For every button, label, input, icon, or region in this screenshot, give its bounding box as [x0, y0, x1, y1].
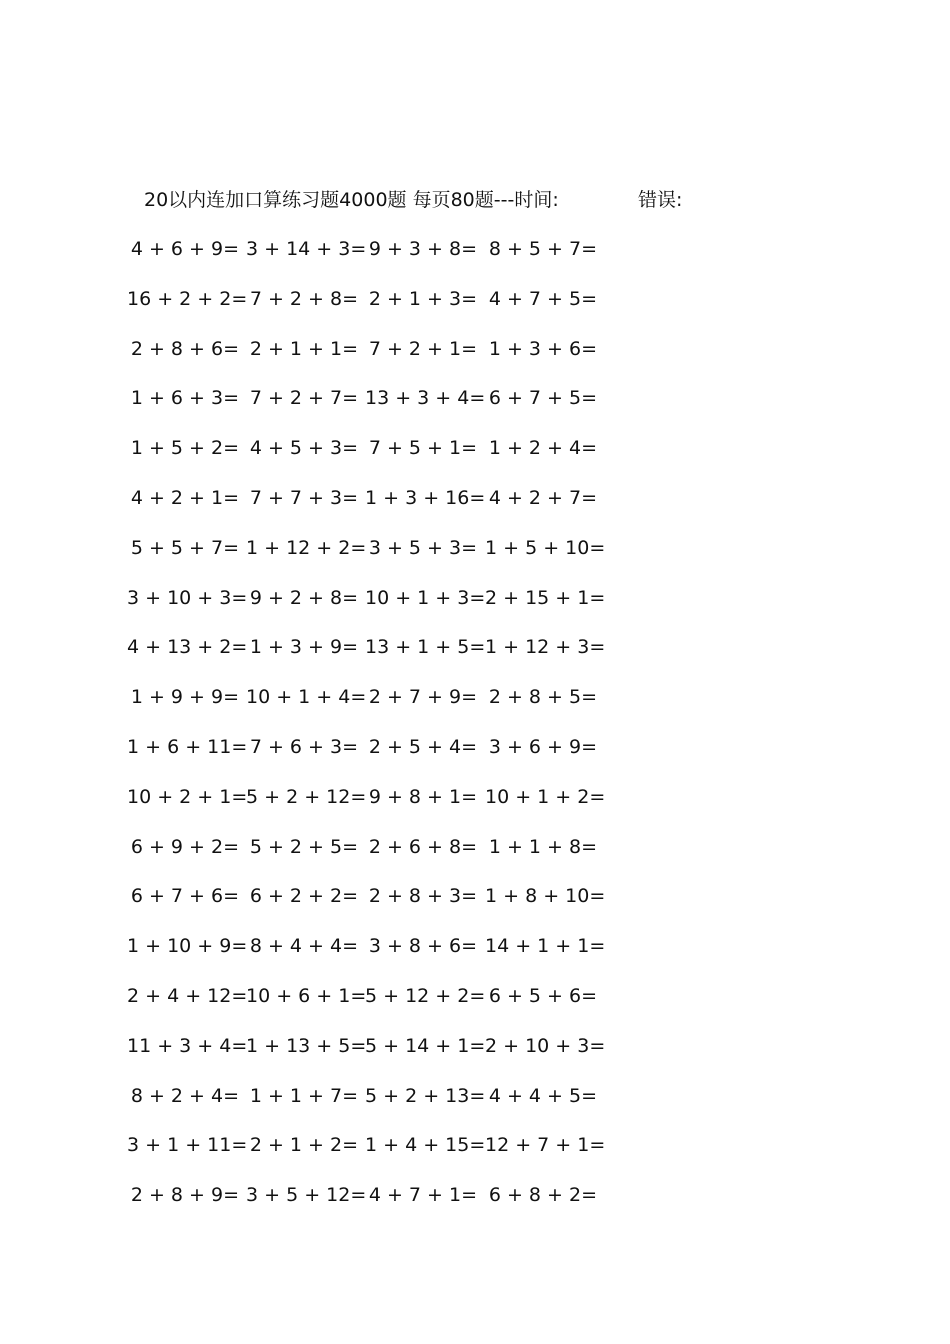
problem-item: 10 + 1 + 2=: [485, 785, 606, 808]
worksheet-title: 20以内连加口算练习题4000题 每页80题---时间:: [144, 189, 559, 211]
problem-row: [127, 634, 644, 684]
problem-item: 7 + 6 + 3=: [249, 735, 358, 758]
problem-item: 2 + 15 + 1=: [485, 586, 606, 609]
problem-item: 1 + 8 + 10=: [485, 885, 606, 908]
problem-item: 6 + 9 + 2=: [130, 835, 239, 858]
problem-item: 10 + 1 + 4=: [246, 686, 367, 709]
problem-item: 1 + 5 + 10=: [485, 536, 606, 559]
problem-item: 5 + 2 + 12=: [246, 785, 367, 808]
problem-item: 9 + 8 + 1=: [368, 785, 477, 808]
problem-item: 9 + 3 + 8=: [368, 238, 477, 260]
problem-grid: [127, 236, 644, 1232]
problem-item: 8 + 5 + 7=: [488, 238, 597, 260]
problem-item: 6 + 2 + 2=: [249, 885, 358, 908]
problem-item: 4 + 13 + 2=: [127, 636, 248, 659]
problem-item: 5 + 2 + 13=: [365, 1084, 486, 1107]
problem-item: 12 + 7 + 1=: [485, 1134, 606, 1157]
problem-item: 2 + 1 + 2=: [249, 1134, 358, 1157]
problem-item: 1 + 12 + 2=: [246, 536, 367, 559]
problem-row: [127, 585, 644, 635]
problem-row: [127, 734, 644, 784]
problem-item: 1 + 13 + 5=: [246, 1034, 367, 1057]
problem-item: 10 + 2 + 1=: [127, 785, 248, 808]
problem-item: 3 + 8 + 6=: [368, 935, 477, 958]
problem-item: 4 + 7 + 5=: [488, 287, 597, 310]
problem-item: 3 + 6 + 9=: [488, 735, 597, 758]
problem-row: [130, 883, 644, 933]
problem-row: [130, 385, 644, 435]
problem-item: 5 + 12 + 2=: [365, 984, 486, 1007]
problem-item: 1 + 3 + 6=: [488, 337, 597, 360]
problem-item: 10 + 6 + 1=: [246, 984, 367, 1007]
problem-item: 6 + 8 + 2=: [488, 1184, 597, 1207]
problem-row: [127, 286, 644, 336]
problem-item: 4 + 2 + 1=: [130, 486, 239, 509]
problem-item: 2 + 10 + 3=: [485, 1034, 606, 1057]
problem-row: [130, 236, 644, 286]
problem-item: 2 + 7 + 9=: [368, 686, 477, 709]
problem-item: 8 + 2 + 4=: [130, 1084, 239, 1107]
problem-item: 14 + 1 + 1=: [485, 935, 606, 958]
problem-item: 1 + 6 + 11=: [127, 735, 248, 758]
problem-item: 2 + 8 + 6=: [130, 337, 239, 360]
problem-row: [127, 983, 644, 1033]
problem-item: 13 + 3 + 4=: [365, 387, 486, 410]
problem-row: [130, 1083, 644, 1133]
problem-item: 3 + 5 + 3=: [368, 536, 477, 559]
problem-item: 8 + 4 + 4=: [249, 935, 358, 958]
problem-item: 2 + 6 + 8=: [368, 835, 477, 858]
problem-item: 11 + 3 + 4=: [127, 1034, 248, 1057]
problem-item: 4 + 6 + 9=: [130, 238, 239, 260]
problem-item: 2 + 5 + 4=: [368, 735, 477, 758]
problem-item: 2 + 8 + 3=: [368, 885, 477, 908]
problem-row: [127, 1132, 644, 1182]
problem-item: 3 + 5 + 12=: [246, 1184, 367, 1207]
problem-item: 9 + 2 + 8=: [249, 586, 358, 609]
problem-item: 1 + 3 + 9=: [249, 636, 358, 659]
problem-row: [130, 485, 644, 535]
problem-item: 2 + 4 + 12=: [127, 984, 248, 1007]
problem-item: 1 + 5 + 2=: [130, 437, 239, 460]
problem-item: 4 + 7 + 1=: [368, 1184, 477, 1207]
problem-item: 1 + 9 + 9=: [130, 686, 239, 709]
problem-item: 5 + 5 + 7=: [130, 536, 239, 559]
errors-label: 错误:: [638, 189, 683, 211]
problem-item: 6 + 7 + 6=: [130, 885, 239, 908]
problem-row: [130, 336, 644, 386]
problem-row: [130, 684, 644, 734]
problem-item: 3 + 10 + 3=: [127, 586, 248, 609]
problem-item: 2 + 1 + 3=: [368, 287, 477, 310]
problem-item: 1 + 1 + 8=: [488, 835, 597, 858]
problem-item: 3 + 1 + 11=: [127, 1134, 248, 1157]
problem-item: 4 + 2 + 7=: [488, 486, 597, 509]
problem-item: 1 + 1 + 7=: [249, 1084, 358, 1107]
problem-row: [130, 535, 644, 585]
problem-item: 1 + 12 + 3=: [485, 636, 606, 659]
problem-item: 3 + 14 + 3=: [246, 238, 367, 260]
problem-row: [130, 834, 644, 884]
problem-item: 7 + 2 + 8=: [249, 287, 358, 310]
problem-row: [127, 784, 644, 834]
problem-item: 5 + 2 + 5=: [249, 835, 358, 858]
problem-item: 2 + 8 + 9=: [130, 1184, 239, 1207]
problem-item: 10 + 1 + 3=: [365, 586, 486, 609]
problem-row: [127, 933, 644, 983]
problem-item: 1 + 3 + 16=: [365, 486, 486, 509]
problem-item: 2 + 8 + 5=: [488, 686, 597, 709]
problem-item: 7 + 5 + 1=: [368, 437, 477, 460]
problem-item: 7 + 7 + 3=: [249, 486, 358, 509]
problem-row: [130, 435, 644, 485]
problem-item: 1 + 4 + 15=: [365, 1134, 486, 1157]
problem-item: 16 + 2 + 2=: [127, 287, 248, 310]
worksheet-header: [144, 187, 683, 213]
problem-item: 4 + 5 + 3=: [249, 437, 358, 460]
problem-item: 4 + 4 + 5=: [488, 1084, 597, 1107]
problem-item: 5 + 14 + 1=: [365, 1034, 486, 1057]
problem-item: 7 + 2 + 7=: [249, 387, 358, 410]
problem-item: 2 + 1 + 1=: [249, 337, 358, 360]
problem-item: 1 + 6 + 3=: [130, 387, 239, 410]
problem-item: 7 + 2 + 1=: [368, 337, 477, 360]
problem-item: 1 + 2 + 4=: [488, 437, 597, 460]
problem-item: 13 + 1 + 5=: [365, 636, 486, 659]
problem-item: 6 + 7 + 5=: [488, 387, 597, 410]
problem-row: [130, 1182, 644, 1232]
problem-row: [127, 1033, 644, 1083]
problem-item: 1 + 10 + 9=: [127, 935, 248, 958]
problem-item: 6 + 5 + 6=: [488, 984, 597, 1007]
